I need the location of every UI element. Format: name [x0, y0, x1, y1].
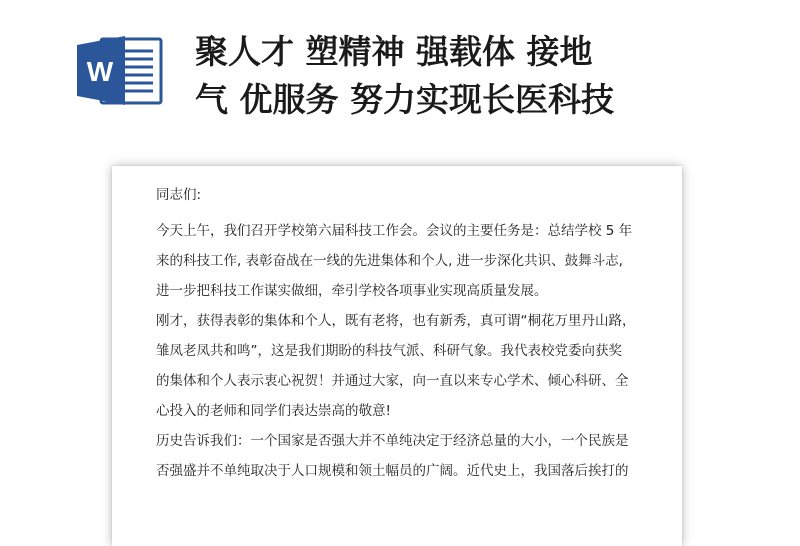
word-icon-letter: W [86, 56, 114, 87]
paragraph-line: 的集体和个人表示衷心祝贺！并通过大家，向一直以来专心学术、倾心科研、全 [156, 373, 629, 389]
greeting: 同志们: [156, 187, 202, 203]
paragraph-line: 进一步把科技工作谋实做细，牵引学校各项事业实现高质量发展。 [156, 283, 548, 299]
title-line: 聚人才 塑精神 强载体 接地 [195, 32, 593, 71]
paragraph-line: 今天上午，我们召开学校第六届科技工作会。会议的主要任务是：总结学校 5 年 [156, 223, 633, 239]
title-line: 气 优服务 努力实现长医科技 [195, 80, 614, 119]
paragraph-line: 刚才，获得表彰的集体和个人，既有老将，也有新秀，真可谓“桐花万里丹山路， [156, 313, 636, 329]
paragraph-line: 否强盛并不单纯取决于人口规模和领土幅员的广阔。近代史上，我国落后挨打的 [156, 463, 629, 479]
paragraph-line: 历史告诉我们：一个国家是否强大并不单纯决定于经济总量的大小，一个民族是 [156, 433, 629, 449]
header-banner [0, 0, 800, 150]
paragraph-line: 来的科技工作, 表彰奋战在一线的先进集体和个人, 进一步深化共识、鼓舞斗志, [156, 253, 623, 269]
paragraph-line: 雏凤老凤共和鸣”，这是我们期盼的科技气派、科研气象。我代表校党委向获奖 [156, 343, 622, 359]
document-body [156, 180, 646, 486]
page-title [195, 28, 785, 124]
paragraph-line: 心投入的老师和同学们表达崇高的敬意! [156, 403, 391, 419]
document-page [112, 166, 682, 546]
word-document-icon [75, 33, 165, 108]
